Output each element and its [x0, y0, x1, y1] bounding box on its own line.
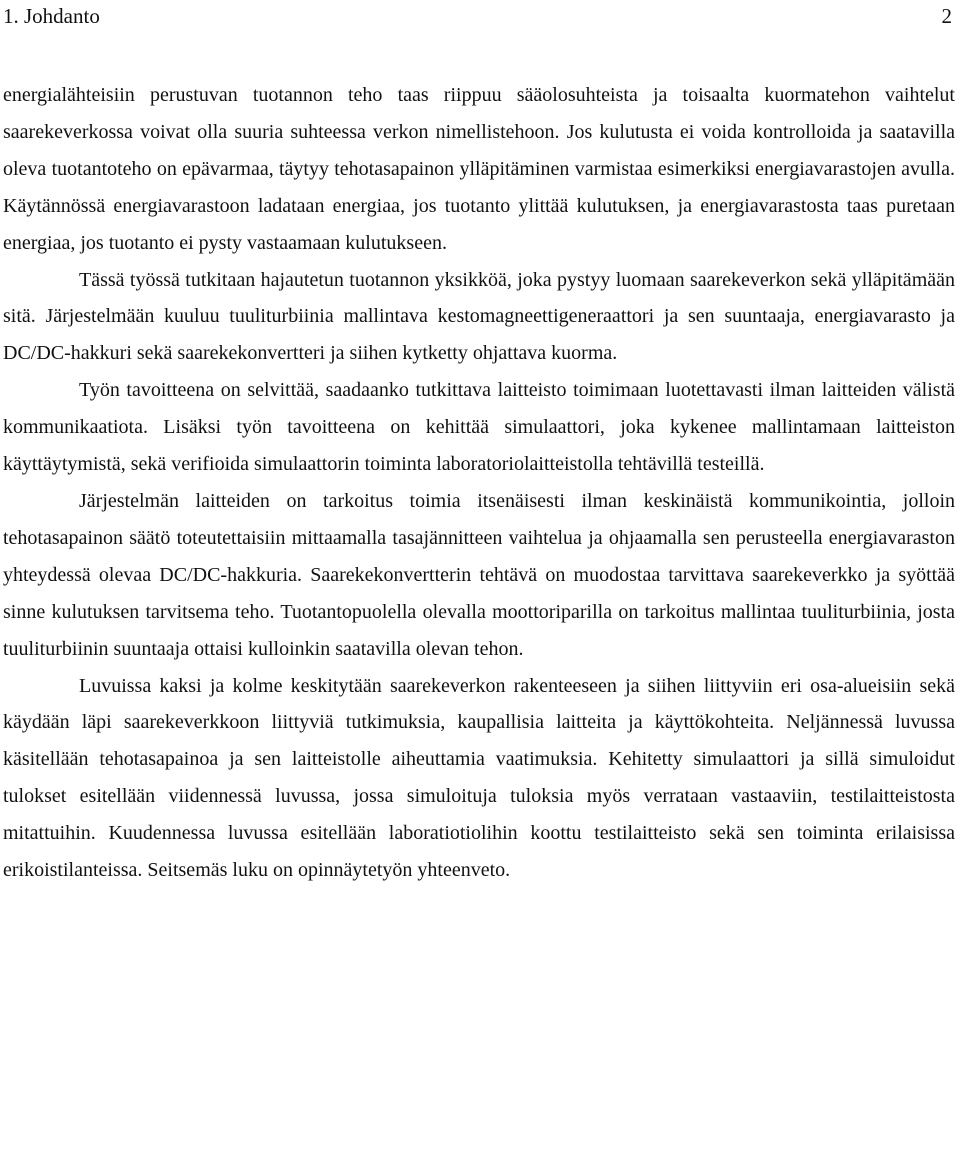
paragraph: Tässä työssä tutkitaan hajautetun tuotannon yksikköä, joka pystyy luomaan saarekeverkon sekä ylläpitämään sitä. Järjestelmään kuuluu tuuliturbiinia mallintava kestomagneettigeneraattori ja sen suuntaaja, energiavarasto ja DC/DC-hakkuri sekä saarekekonvertteri ja siihen kytketty ohjattava kuorma.	[3, 268, 955, 365]
paragraph: Työn tavoitteena on selvittää, saadaanko tutkittava laitteisto toimimaan luotettavasti ilman laitteiden välistä kommunikaatiota. Lisäksi työn tavoitteena on kehittää simulaattori, joka kykenee mallintamaan laitteiston käyttäytymistä, sekä verifioida simulaattorin toiminta laboratoriolaitteistolla tehtävillä testeillä.	[3, 379, 955, 476]
body-text	[3, 77, 955, 889]
page-number: 2	[941, 4, 952, 28]
chapter-title: 1. Johdanto	[3, 4, 100, 28]
paragraph: Luvuissa kaksi ja kolme keskitytään saarekeverkon rakenteeseen ja siihen liittyviin eri osa-alueisiin sekä käydään läpi saarekeverkkoon liittyviä tutkimuksia, kaupallisia laitteita ja käyttökohteita. Neljännessä luvussa käsitellään tehotasapainoa ja sen laitteistolle aiheuttamia vaatimuksia. Kehitetty simulaattori ja sillä simuloidut tulokset esitellään viidennessä luvussa, jossa simuloituja tuloksia myös verrataan vastaaviin, testilaitteistosta mitattuihin. Kuudennessa luvussa esitellään laboratiotiolihin koottu testilaitteisto sekä sen toiminta erilaisissa erikoistilanteissa. Seitsemäs luku on opinnäytetyön yhteenveto.	[3, 674, 955, 882]
paragraph: energialähteisiin perustuvan tuotannon teho taas riippuu sääolosuhteista ja toisaalta kuormatehon vaihtelut saarekeverkossa voivat olla suuria suhteessa verkon nimellistehoon. Jos kulutusta ei voida kontrolloida ja saatavilla oleva tuotantoteho on epävarmaa, täytyy tehotasapainon ylläpitäminen varmistaa esimerkiksi energiavarastojen avulla. Käytännössä energiavarastoon ladataan energiaa, jos tuotanto ylittää kulutuksen, ja energiavarastosta taas puretaan energiaa, jos tuotanto ei pysty vastaamaan kulutukseen.	[3, 84, 955, 254]
running-header	[3, 2, 952, 30]
paragraph: Järjestelmän laitteiden on tarkoitus toimia itsenäisesti ilman keskinäistä kommunikointia, jolloin tehotasapainon säätö toteutettaisiin mittaamalla tasajännitteen vaihtelua ja ohjaamalla sen perusteella energiavaraston yhteydessä olevaa DC/DC-hakkuria. Saarekekonvertterin tehtävä on muodostaa tarvittava saarekeverkko ja syöttää sinne kulutuksen tarvitsema teho. Tuotantopuolella olevalla moottoriparilla on tarkoitus mallintaa tuuliturbiinia, josta tuuliturbiinin suuntaaja ottaisi kulloinkin saatavilla olevan tehon.	[3, 489, 955, 660]
